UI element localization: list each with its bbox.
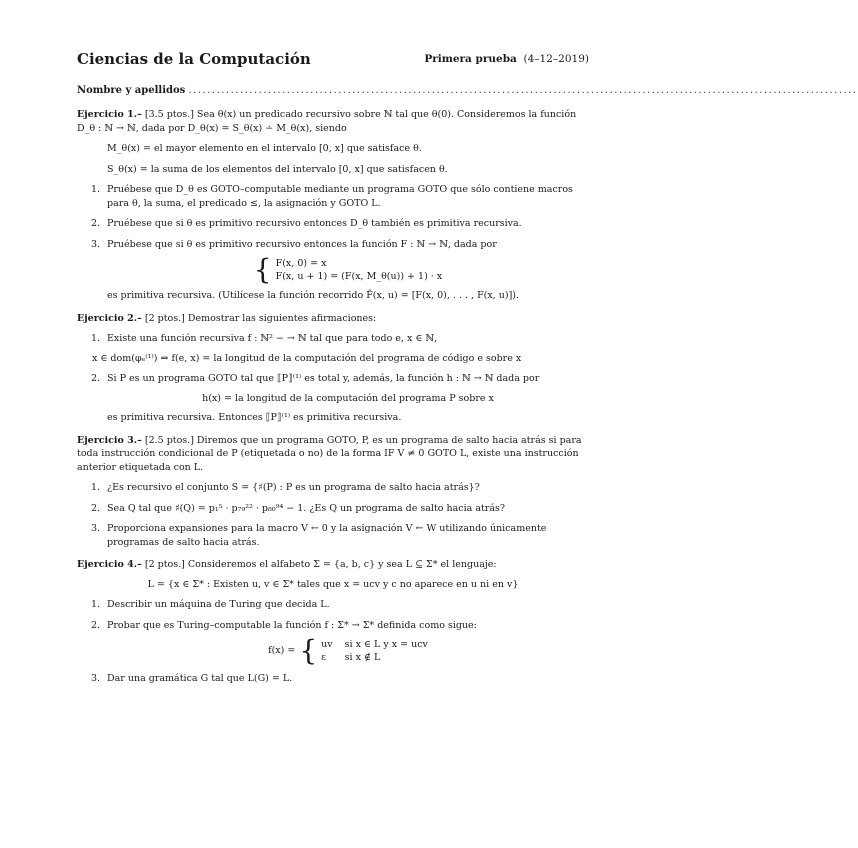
function-cases — [321, 638, 428, 665]
exercise-1-intro — [77, 108, 589, 135]
item-text: Describir un máquina de Turing que decida L. — [107, 599, 330, 610]
exercise-1-label: Ejercicio 1.– — [77, 109, 142, 120]
function-lhs: f(x) = — [268, 645, 296, 657]
exercise-1-text: [3.5 ptos.] Sea θ(x) un predicado recursivo sobre ℕ tal que θ(0). Consideremos la función D_θ : ℕ → ℕ, dada por D_θ(x) = S_θ(x) ∸ M_θ(x), siendo — [77, 109, 577, 134]
exercise-2-text: [2 ptos.] Demostrar las siguientes afirmaciones: — [144, 312, 377, 324]
item-text: Proporciona expansiones para la macro V ← 0 y la asignación V ← W utilizando únicamente programas de salto hacia atrás. — [107, 523, 547, 548]
item-text: Probar que es Turing–computable la función f : Σ* → Σ* definida como sigue: — [107, 619, 477, 631]
item-text: Pruébese que si θ es primitivo recursivo entonces la función F : ℕ → ℕ, dada por — [107, 238, 497, 250]
exercise-4-item-3 — [77, 672, 589, 686]
case-1-value: uv — [321, 638, 333, 650]
exercise-2 — [77, 312, 589, 425]
exercise-1 — [77, 108, 589, 303]
exercise-3-label: Ejercicio 3.– — [77, 434, 142, 446]
item-number: 3. — [91, 238, 101, 250]
item-text: Existe una función recursiva f : ℕ² − → ℕ tal que para todo e, x ∈ ℕ, — [107, 333, 438, 344]
case-1-condition: si x ∈ L y x = ucv — [344, 638, 428, 650]
name-field-label: Nombre y apellidos — [77, 85, 186, 96]
exercise-4 — [77, 558, 589, 686]
case-2-value: ε — [321, 652, 327, 663]
name-field-dots: ............................................................................................................................................... — [188, 85, 858, 96]
name-field — [77, 85, 858, 96]
exercise-4-label: Ejercicio 4.– — [77, 559, 142, 570]
exam-content — [77, 108, 589, 686]
exercise-3-item-3 — [77, 522, 589, 549]
exercise-4-item-2 — [77, 619, 589, 666]
exercise-2-intro — [77, 312, 589, 326]
exercise-2-formula-2: h(x) = la longitud de la computación del programa P sobre x — [202, 392, 494, 404]
exercise-2-formula-1: x ∈ dom(φₑ⁽¹⁾) ⇒ f(e, x) = la longitud de la computación del programa de código e sobre x — [92, 352, 522, 364]
course-title: Ciencias de la Computación — [77, 50, 311, 68]
exercise-1-item-2 — [77, 217, 589, 231]
exercise-4-intro — [77, 558, 589, 572]
item-number: 1. — [91, 482, 101, 493]
item-number: 1. — [91, 599, 101, 610]
exercise-4-item-1 — [77, 598, 589, 612]
case-2-condition: si x ∉ L — [344, 652, 381, 663]
item-number: 1. — [91, 333, 101, 344]
item-text: Sea Q tal que ♯(Q) = p₁⁵ · p₇₉²² · p₈₀⁹⁴ − 1. ¿Es Q un programa de salto hacia atrás? — [107, 502, 505, 514]
definition-s: S_θ(x) = la suma de los elementos del intervalo [0, x] que satisfacen θ. — [107, 163, 448, 175]
item-text: Dar una gramática G tal que L(G) = L. — [107, 673, 293, 684]
item-text: Pruébese que si θ es primitivo recursivo entonces D_θ también es primitiva recursiva. — [107, 218, 522, 229]
exercise-3-item-1 — [77, 481, 589, 495]
exercise-3 — [77, 434, 589, 550]
item-text: Si P es un programa GOTO tal que ⟦P⟧⁽¹⁾ es total y, además, la función h : ℕ → ℕ dada por — [107, 373, 540, 384]
exercise-2-item-2-after: es primitiva recursiva. Entonces ⟦P⟧⁽¹⁾ es primitiva recursiva. — [107, 412, 402, 423]
exercise-1-item-1 — [77, 183, 589, 210]
exam-label: Primera prueba — [424, 53, 517, 65]
exercise-2-item-2 — [77, 372, 589, 425]
exercise-4-text: [2 ptos.] Consideremos el alfabeto Σ = {a, b, c} y sea L ⊆ Σ* el lenguaje: — [144, 559, 497, 570]
item-number: 2. — [91, 373, 101, 384]
exercise-3-intro — [77, 434, 589, 475]
exercise-1-item-3 — [77, 238, 589, 303]
definition-m: M_θ(x) = el mayor elemento en el intervalo [0, x] que satisface θ. — [107, 143, 422, 154]
left-brace-icon: { — [299, 634, 318, 667]
item-number: 2. — [91, 619, 101, 631]
item-text: ¿Es recursivo el conjunto S = {♯(P) : P es un programa de salto hacia atrás}? — [107, 482, 480, 493]
item-number: 3. — [91, 673, 101, 684]
equation-step: F(x, u + 1) = (F(x, M_θ(u)) + 1) · x — [275, 271, 443, 282]
item-text: Pruébese que D_θ es GOTO–computable mediante un programa GOTO que sólo contiene macros para θ, la suma, el predicado ≤, la asignación y GOTO L. — [107, 184, 573, 209]
language-definition: L = {x ∈ Σ* : Existen u, v ∈ Σ* tales que x = ucv y c no aparece en u ni en v} — [147, 578, 519, 590]
exercise-2-label: Ejercicio 2.– — [77, 312, 142, 324]
exercise-1-item-3-after: es primitiva recursiva. (Utilícese la función recorrido F̂(x, u) = [F(x, 0), . . . , F(x, u)]). — [107, 290, 520, 301]
recursive-equation-system — [107, 253, 589, 286]
equation-base: F(x, 0) = x — [275, 257, 327, 269]
item-number: 1. — [91, 184, 101, 195]
item-number: 3. — [91, 523, 101, 534]
exercise-2-item-1 — [77, 332, 589, 365]
item-number: 2. — [91, 218, 101, 229]
function-definition — [107, 634, 589, 667]
item-number: 2. — [91, 502, 101, 514]
exam-header — [77, 50, 589, 72]
left-brace-icon: { — [253, 253, 272, 286]
exercise-3-item-2 — [77, 502, 589, 516]
exam-info — [424, 53, 589, 65]
exam-date: (4–12–2019) — [523, 53, 589, 65]
exercise-3-text: [2.5 ptos.] Diremos que un programa GOTO, P, es un programa de salto hacia atrás si para toda instrucción condicional de P (etiquetada o no) de la forma IF V ≠ 0 GOTO L, existe una instrucción anterior etiquetada con L. — [77, 434, 582, 473]
